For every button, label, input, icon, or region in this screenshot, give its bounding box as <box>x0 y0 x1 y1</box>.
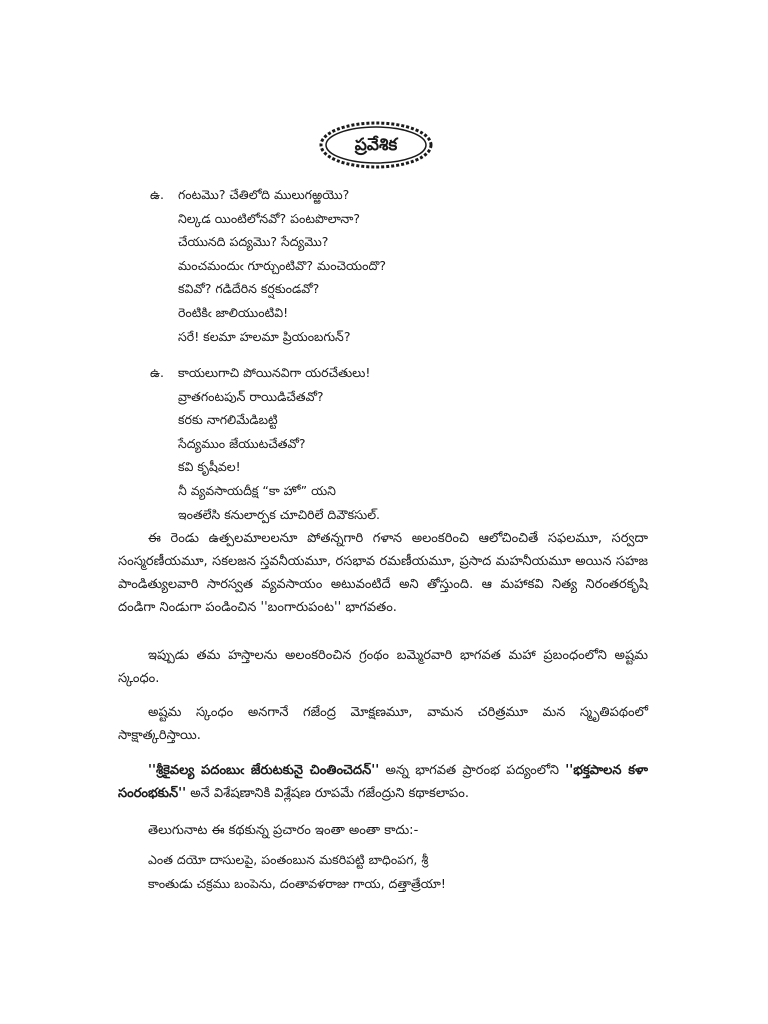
verse-marker: ఉ. <box>150 187 164 202</box>
paragraph-intro <box>118 527 648 619</box>
verse-line: చేయునది పద్యమొ? సేద్యమొ? <box>178 234 329 250</box>
verse-line: గంటమొ? చేతిలోది ములుగఱ్ఱయొ? <box>178 187 350 202</box>
verse-line: సేద్యముం జేయుటచేతవో? <box>178 435 306 451</box>
title-badge <box>318 120 434 170</box>
paragraph-text: అష్టమ స్కంధం అనగానే గజేంద్ర మోక్షణమూ, వామన చరిత్రమూ మన స్మృతిపథంలో సాక్షాత్కరిస్తాయి. <box>118 705 648 743</box>
verse-three <box>148 848 446 896</box>
verse-line: ఇంతలేసి కనులార్పక చూచిరిలే దివౌకసుల్. <box>178 506 381 522</box>
paragraph-gajendra <box>118 701 648 747</box>
paragraph-quote <box>118 759 648 805</box>
verse-line: కవి కృషీవల! <box>178 459 241 475</box>
verse-line: నీ వ్యవసాయదీక్ష “కా హో” యని <box>178 482 336 498</box>
quote-middle: అన్న భాగవత ప్రారంభ పద్యంలోని <box>379 763 566 778</box>
paragraph-text: ఇప్పుడు తమ హస్తాలను అలంకరించిన గ్రంథం బమ్మెరవారి భాగవత మహా ప్రబంధంలోని అష్టమ స్కంధం. <box>118 648 648 686</box>
page-title: ప్రవేశిక <box>354 135 398 155</box>
paragraph-skandham <box>118 644 648 690</box>
verse-line: రెంటికిఁ జాలియుంటివి! <box>178 304 289 320</box>
verse-one <box>150 183 386 348</box>
verse-line: కాయలుగాచి పోయినవిగా యరచేతులు! <box>178 365 371 380</box>
paragraph-text <box>118 759 648 805</box>
verse-line: కాంతుడు చక్రము బంపెను, దంతావళరాజు గాయ, దత్తాత్రేయా! <box>148 876 446 891</box>
verse-line: నిల్కడ యింటిలోనవో? పంటపొలానా? <box>178 210 361 226</box>
paragraph-text: ఈ రెండు ఉత్పలమాలలనూ పోతన్నగారి గళాన అలంకరించి ఆలోచించితే సఫలమూ, సర్వదా సంస్మరణీయమూ, సకలజన స్తవనీయమూ, రసభావ రమణీయమూ, ప్రసాద మహనీయమూ అయిన సహజ పాండిత్యులవారి సారస్వత వ్యవసాయం అటువంటిదే అని తోస్తుంది. ఆ మహాకవి నిత్య నిరంతరకృషి దండిగా నిండుగా పండించిన ''బంగారుపంట'' భాగవతం. <box>118 531 648 615</box>
verse-line: ఎంత దయో దాసులపై, పంతంబున మకరిపట్టి బాధింపగ, శ్రీ <box>148 852 429 867</box>
verse-two <box>150 361 380 526</box>
verse-line: కరకు నాగలిమేడిబట్టి <box>178 412 278 428</box>
quote-end: అనే విశేషణానికి విశ్లేషణ రూపమే గజేంద్రుని కథాకలాపం. <box>186 786 469 801</box>
verse-line: మంచమందుఁ గూర్చుంటివొ? మంచెయందొ? <box>178 257 386 273</box>
paragraph-text: తెలుగునాట ఈ కథకున్న ప్రచారం ఇంతా అంతా కాదు:- <box>148 823 419 838</box>
paragraph-popularity <box>118 819 648 842</box>
verse-marker: ఉ. <box>150 365 164 380</box>
verse-line: కవివో? గడిదేరిన కర్షకుండవో? <box>178 281 320 297</box>
verse-line: వ్రాతగంటపున్ రాయిడిచేతవో? <box>178 388 324 404</box>
verse-line: సరే! కలమా హలమా ప్రియంబగున్? <box>178 328 351 344</box>
quote-bold-two: ''భక్తపాలన కళా సంరంభకున్'' <box>118 763 648 801</box>
quote-bold-one: ''శ్రీకైవల్య పదంబుఁ జేరుటకునై చింతించెదన్'' <box>148 763 380 778</box>
